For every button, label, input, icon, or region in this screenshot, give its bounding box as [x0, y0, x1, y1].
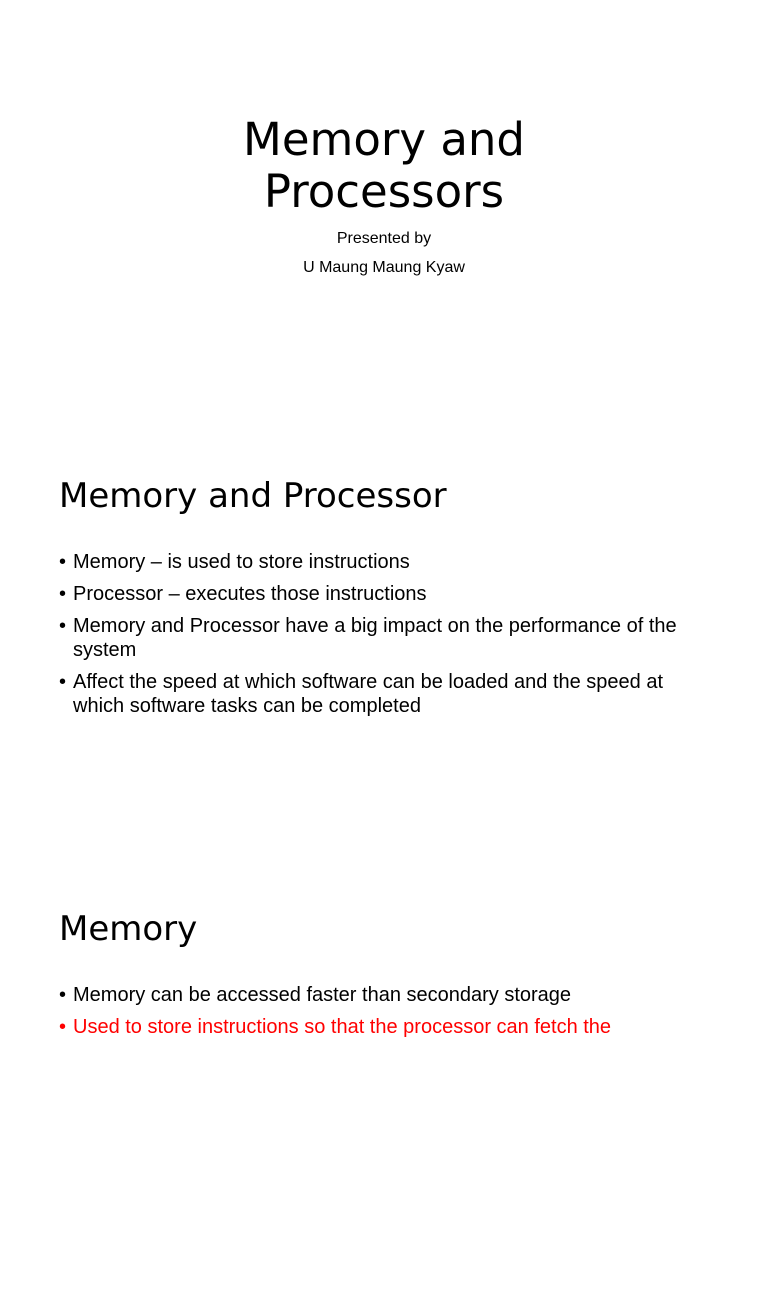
bullet-item: • Memory – is used to store instructions [59, 550, 709, 574]
title-line-2: Processors [263, 165, 505, 218]
presented-by-label: Presented by [336, 230, 432, 247]
presenter-name: U Maung Maung Kyaw [303, 259, 465, 276]
slide-heading: Memory and Processor [59, 476, 447, 516]
title-line-1: Memory and [243, 113, 525, 166]
bullet-list [59, 550, 709, 726]
slide-heading: Memory [59, 909, 198, 949]
memory-and-processor-slide [0, 433, 768, 866]
bullet-item: • Affect the speed at which software can be loaded and the speed at which software tasks can be completed [59, 670, 709, 718]
bullet-item: • Memory and Processor have a big impact on the performance of the system [59, 614, 709, 662]
memory-slide [0, 866, 768, 1299]
bullet-item: • Processor – executes those instructions [59, 582, 709, 606]
title-slide [0, 0, 768, 433]
highlighted-bullet-item: • Used to store instructions so that the processor can fetch the [59, 1015, 709, 1039]
bullet-item: • Memory can be accessed faster than secondary storage [59, 983, 709, 1007]
bullet-list [59, 983, 709, 1047]
slide-title [0, 114, 768, 218]
